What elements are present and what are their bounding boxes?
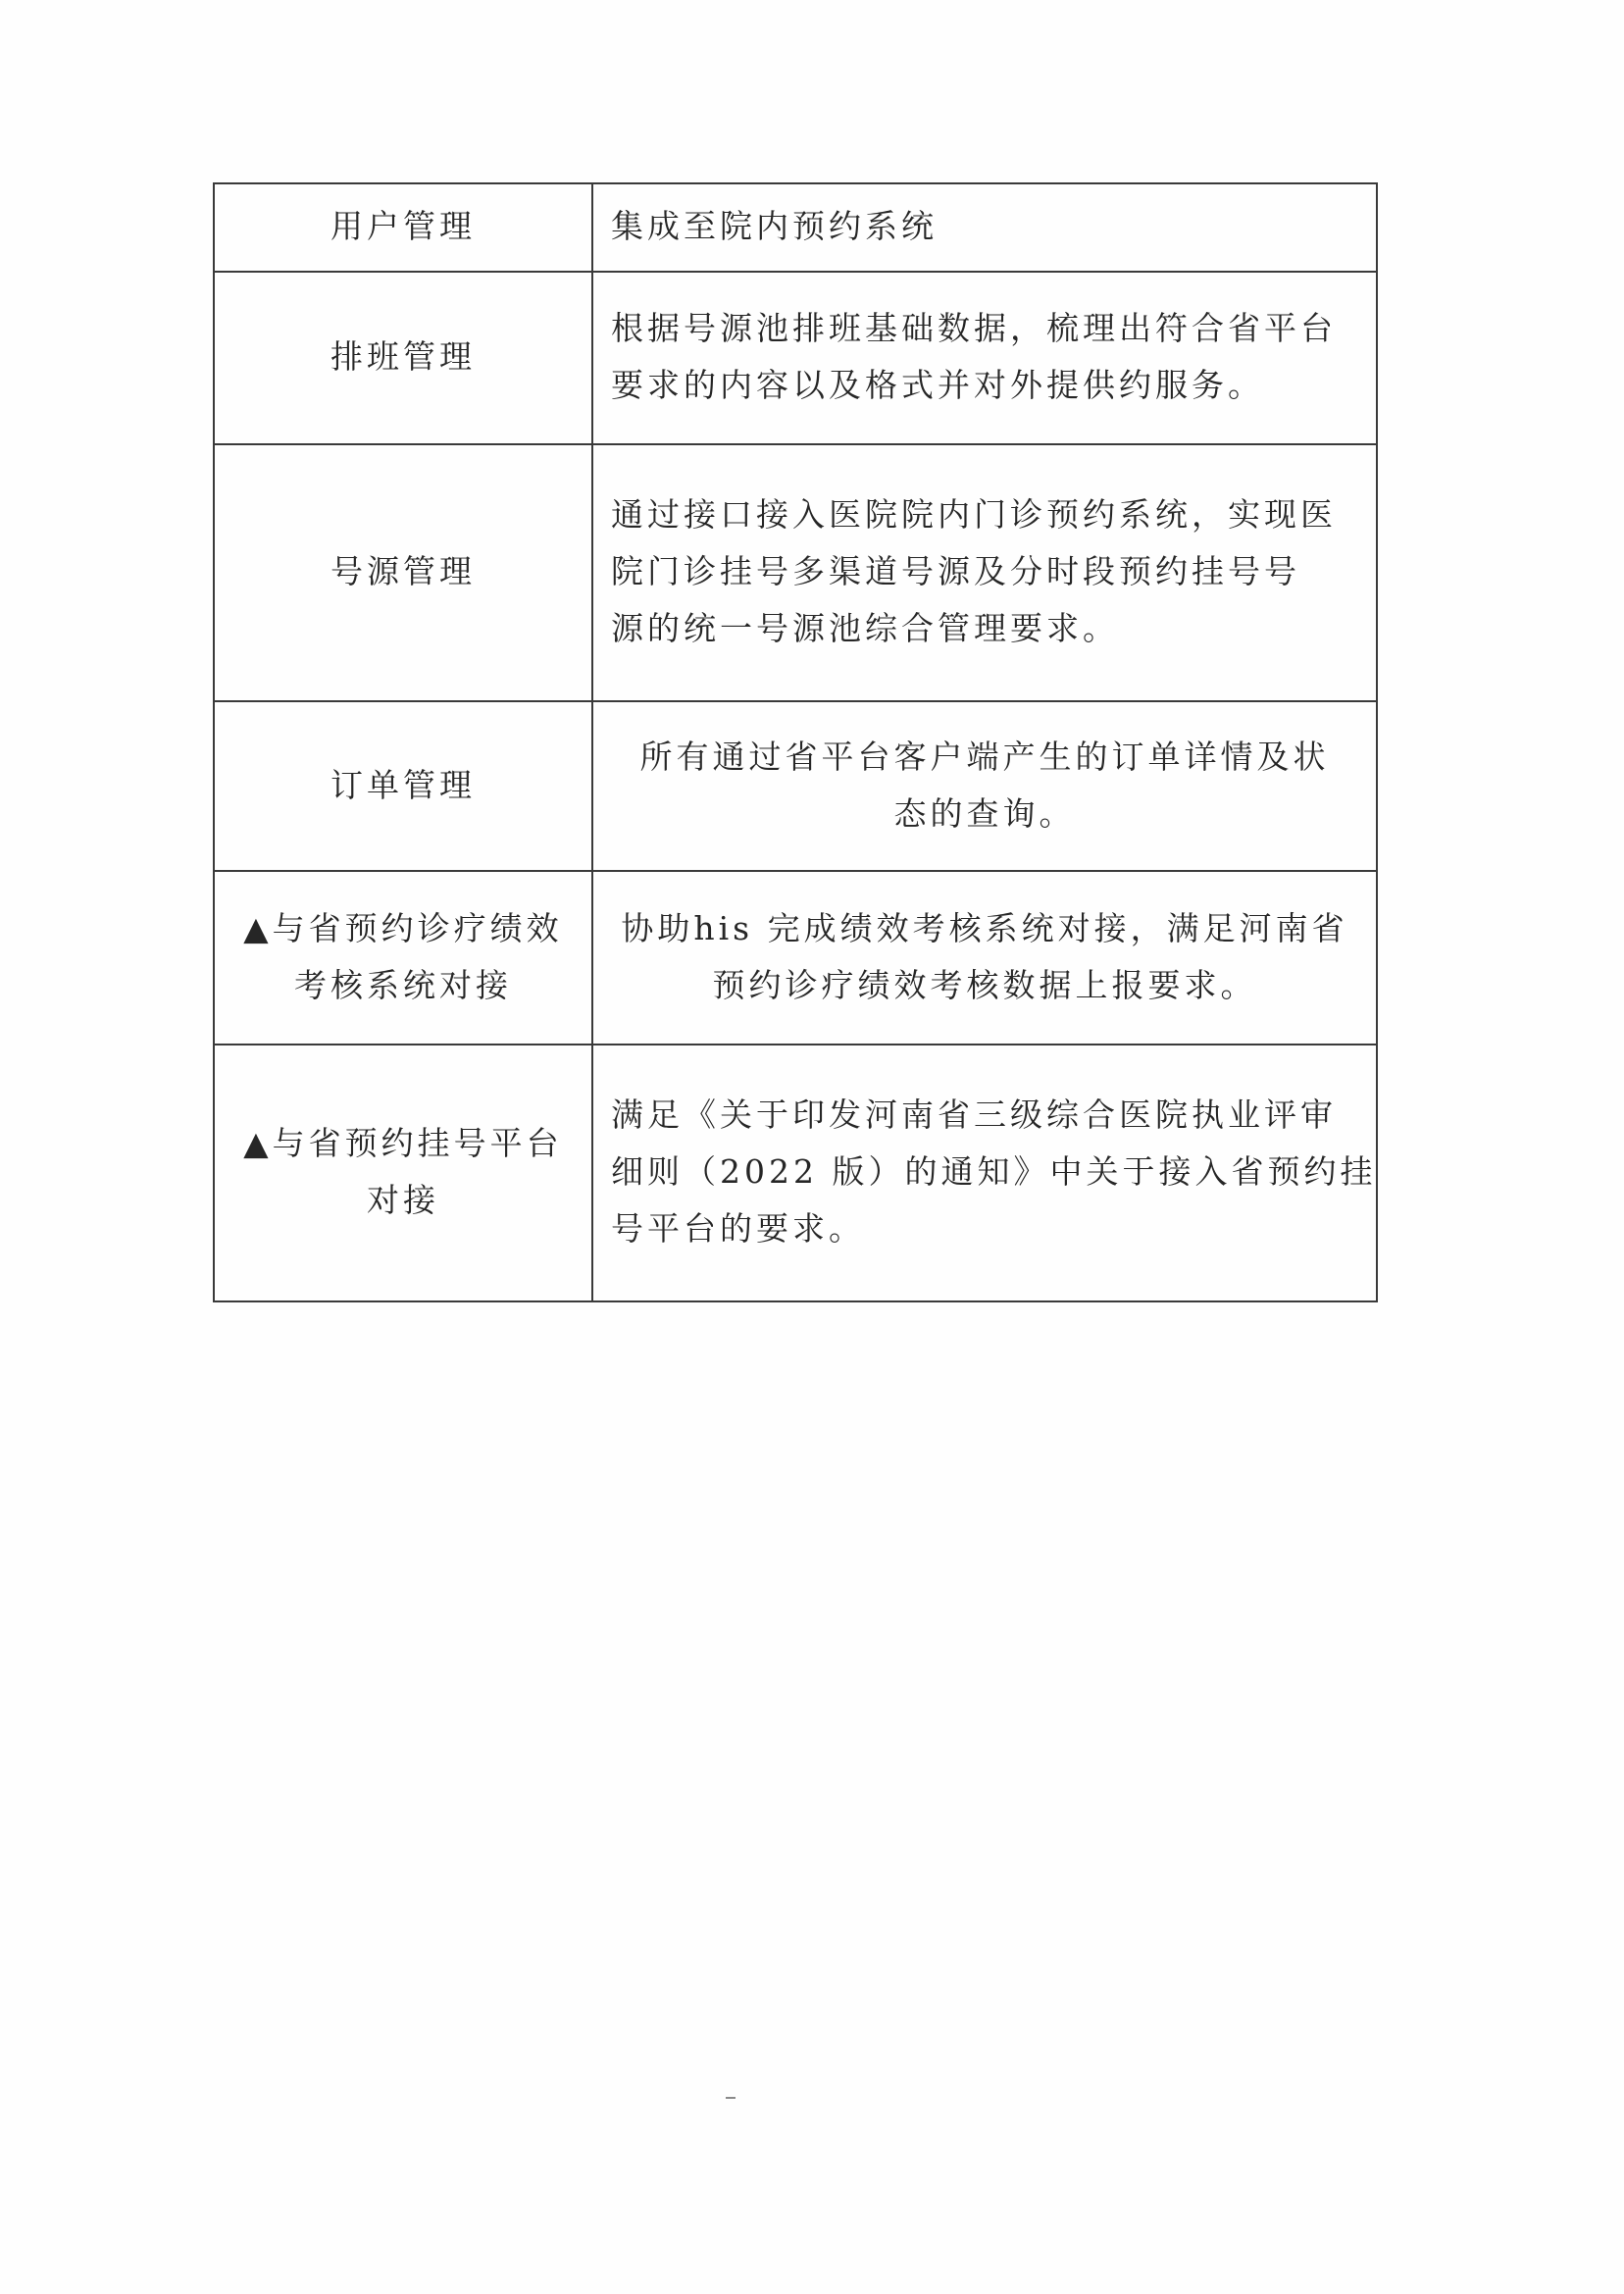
row-description-line: 院门诊挂号多渠道号源及分时段预约挂号号 [611, 552, 1300, 590]
row-description-line: 根据号源池排班基础数据，梳理出符合省平台 [611, 309, 1337, 347]
row-description-line: 协助his 完成绩效考核系统对接，满足河南省 [621, 908, 1348, 947]
row-description-cell [592, 701, 1377, 871]
row-description-line: 态的查询。 [893, 793, 1076, 833]
row-description-line: 细则（2022 版）的通知》中关于接入省预约挂 [611, 1152, 1377, 1191]
table-row [214, 701, 1377, 871]
table-row [214, 1045, 1377, 1301]
table-row [214, 871, 1377, 1045]
row-label: 订单管理 [330, 765, 476, 804]
row-label: ▲与省预约诊疗绩效 [243, 908, 563, 947]
row-label-cell [214, 701, 592, 871]
row-description-line: 源的统一号源池综合管理要求。 [611, 609, 1119, 647]
row-label-cell [214, 1045, 592, 1301]
row-label-cell [214, 272, 592, 444]
row-label: 号源管理 [330, 552, 476, 590]
table-row [214, 272, 1377, 444]
row-label: 考核系统对接 [294, 965, 512, 1004]
row-label: 对接 [367, 1181, 439, 1219]
requirements-table [213, 182, 1378, 1302]
row-description-cell [592, 183, 1377, 272]
row-description-line: 所有通过省平台客户端产生的订单详情及状 [639, 737, 1330, 776]
row-description-cell [592, 272, 1377, 444]
row-description-line: 预约诊疗绩效考核数据上报要求。 [712, 965, 1257, 1004]
row-description-cell [592, 444, 1377, 701]
scan-speck [726, 2097, 736, 2099]
row-label: ▲与省预约挂号平台 [243, 1124, 563, 1162]
row-label-cell [214, 871, 592, 1045]
row-description-cell [592, 1045, 1377, 1301]
table-row [214, 444, 1377, 701]
table-row [214, 183, 1377, 272]
row-description-cell [592, 871, 1377, 1045]
row-description-line: 集成至院内预约系统 [611, 207, 938, 245]
row-label: 排班管理 [330, 337, 476, 376]
row-description-line: 号平台的要求。 [611, 1209, 865, 1248]
row-label: 用户管理 [330, 207, 476, 245]
row-description-line: 要求的内容以及格式并对外提供约服务。 [611, 366, 1264, 404]
row-description-line: 通过接口接入医院院内门诊预约系统，实现医 [611, 495, 1337, 534]
row-label-cell [214, 183, 592, 272]
row-description-line: 满足《关于印发河南省三级综合医院执业评审 [611, 1096, 1337, 1134]
row-label-cell [214, 444, 592, 701]
